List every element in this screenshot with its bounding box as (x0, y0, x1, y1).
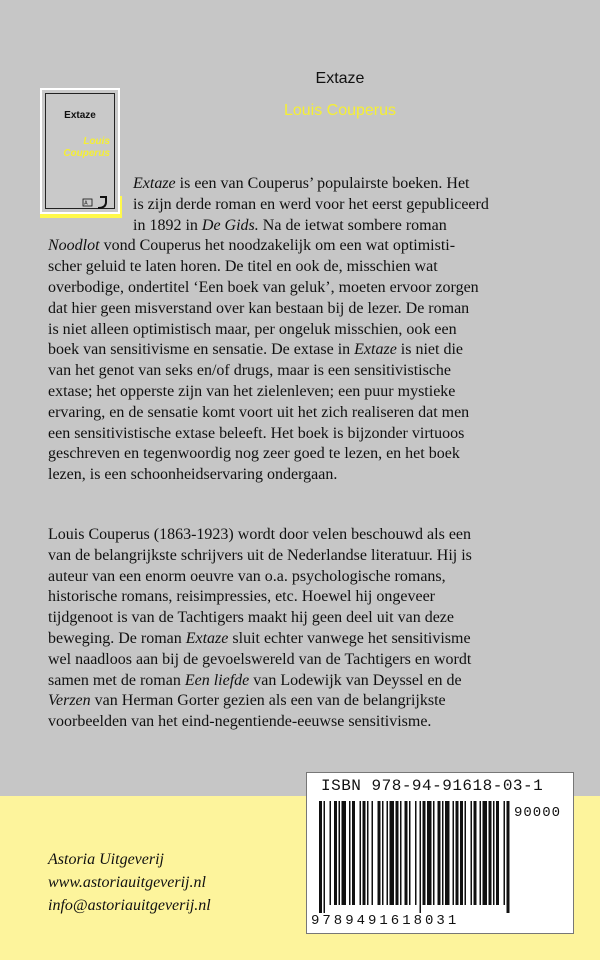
blurb-1-line (133, 195, 573, 216)
text-run: beweging. De roman (48, 629, 186, 647)
blurb-1-line (48, 236, 488, 257)
blurb-1-line (48, 361, 488, 382)
barcode-bar (433, 801, 435, 905)
blurb-1-line (48, 320, 488, 341)
barcode-bar (367, 801, 369, 905)
text-run: van Lodewijk van Deyssel en de (249, 671, 462, 689)
text-run: een sensitivistische extase beleeft. Het boek is bijzonder virtuoos (48, 424, 465, 442)
italic-title: Extaze (354, 341, 397, 359)
barcode-bar (493, 801, 495, 905)
text-run: is zijn derde roman en werd voor het eerst gepubliceerd (133, 195, 489, 213)
barcode-bar (360, 801, 362, 905)
text-run: in 1892 in (133, 216, 202, 234)
text-run: extase; het opperste zijn van het zielenleven; een puur mystieke (48, 382, 456, 400)
barcode-bar (471, 801, 473, 905)
text-run: voorbeelden van het eind-negentiende-eeuwse sensitivisme. (48, 713, 432, 731)
blurb-2-line (48, 691, 573, 712)
barcode-bar (474, 801, 477, 905)
text-run: auteur van een enorm oeuvre van o.a. psychologische romans, (48, 567, 446, 585)
barcode-bar (460, 801, 463, 905)
book-author: Louis Couperus (283, 102, 397, 119)
italic-title: Noodlot (48, 237, 100, 255)
blurb-1-line (48, 382, 488, 403)
blurb-1-line (48, 340, 488, 361)
barcode-bar (420, 801, 422, 913)
barcode-bar (489, 801, 492, 905)
barcode-digits: 9789491618031 (311, 913, 460, 929)
blurb-2-line (48, 587, 573, 608)
text-run: scher geluid te laten horen. De titel en ook de, misschien wat (48, 258, 438, 276)
italic-title: De Gids. (201, 216, 259, 234)
barcode-bar (504, 801, 506, 905)
blurb-1-line (48, 444, 488, 465)
barcode-bar (324, 801, 326, 913)
blurb-2-line (48, 608, 573, 629)
text-run: sluit echter vanwege het sensitivisme (228, 629, 471, 647)
text-run: tijdgenoot is van de Tachtigers maakt hij geen deel uit van deze (48, 609, 455, 627)
thumbnail-frame (45, 93, 115, 209)
astoria-logo-icon (82, 194, 116, 210)
thumbnail-author-line2: Couperus (63, 148, 110, 159)
barcode-bar (456, 801, 459, 905)
svg-text:A: A (84, 200, 88, 207)
barcode-bar (387, 801, 389, 905)
thumbnail-author-line1: Louis (83, 136, 110, 147)
text-run: dat hier geen misverstand over kan bestaan bij de lezer. De roman (48, 299, 470, 317)
text-run: wel naadloos aan bij de gevoelswereld van de Tachtigers en wordt (48, 650, 472, 668)
blurb-1-line (48, 257, 488, 278)
publisher-info (48, 848, 211, 917)
barcode-bar (334, 801, 337, 905)
barcode-bar (442, 801, 444, 905)
publisher-email: info@astoriauitgeverij.nl (48, 897, 211, 914)
barcode-bar (438, 801, 441, 905)
barcode-bar (342, 801, 347, 905)
barcode-bar (427, 801, 432, 905)
blurb-1-line (133, 174, 573, 195)
text-run: overbodige, ondertitel ‘Een boek van geluk’, moeten ervoor zorgen (48, 278, 479, 296)
text-run: ervaring, en de sensatie komt voort uit het zich realiseren dat men (48, 403, 470, 421)
blurb-2-line (48, 629, 573, 650)
text-run: is niet die (396, 341, 464, 359)
text-run: lezen, is een schoonheidservaring ondergaan. (48, 466, 338, 484)
barcode-bar (319, 801, 322, 913)
text-run: Na de ietwat sombere roman (258, 216, 447, 234)
barcode-bar (339, 801, 341, 905)
barcode-bar (382, 801, 384, 905)
isbn-label: ISBN 978-94-91618-03-1 (321, 777, 544, 795)
text-run: Louis Couperus (1863-1923) wordt door velen beschouwd als een (48, 526, 472, 543)
barcode-bar (480, 801, 482, 905)
blurb-1-line (48, 424, 488, 445)
blurb-1-line (133, 216, 573, 237)
blurb-1-full-width (48, 236, 488, 486)
barcode-bar (415, 801, 417, 905)
blurb-2-line (48, 671, 573, 692)
barcode-bar (465, 801, 467, 905)
italic-title: Een liefde (184, 671, 250, 689)
barcode-bar (496, 801, 499, 905)
text-run: vond Couperus het noodzakelijk om een wat optimisti- (99, 237, 456, 255)
thumbnail-title: Extaze (64, 110, 96, 121)
publisher-website: www.astoriauitgeverij.nl (48, 874, 206, 891)
publisher-name: Astoria Uitgeverij (48, 851, 164, 868)
text-run: van het genot van seks en/of drugs, maar is een sensitivistische (48, 362, 452, 380)
barcode-bar (330, 801, 332, 905)
blurb-paragraph-2 (48, 525, 573, 733)
thumbnail-author (63, 136, 110, 160)
text-run: van de belangrijkste schrijvers uit de Nederlandse literatuur. Hij is (48, 546, 472, 564)
barcode-bar (349, 801, 351, 905)
blurb-2-line (48, 546, 573, 567)
blurb-2-line (48, 567, 573, 588)
italic-title: Extaze (133, 175, 176, 192)
text-run: samen met de roman (48, 671, 185, 689)
blurb-2-line (48, 525, 573, 546)
book-title: Extaze (315, 70, 365, 87)
blurb-2-line (48, 712, 573, 733)
italic-title: Verzen (48, 692, 91, 710)
barcode-bar (507, 801, 510, 913)
barcode-bar (363, 801, 366, 905)
blurb-1-line (48, 299, 488, 320)
barcode-bar (453, 801, 455, 905)
isbn-barcode-box (306, 772, 574, 934)
blurb-1-line (48, 465, 488, 486)
price-code: 90000 (513, 805, 561, 821)
blurb-1-line (48, 403, 488, 424)
text-run: historische romans, reisimpressies, etc. Hoewel hij ongeveer (48, 588, 435, 606)
barcode-bar (378, 801, 381, 905)
barcode-bar (390, 801, 395, 905)
barcode-bar (445, 801, 450, 905)
barcode-bar (409, 801, 411, 905)
text-run: is niet alleen optimistisch maar, per ongeluk misschien, ook een (48, 320, 457, 338)
blurb-paragraph-1 (48, 174, 573, 486)
barcode-bar (423, 801, 426, 905)
text-run: van Herman Gorter gezien als een van de belangrijkste (90, 692, 446, 710)
barcode-bar (405, 801, 408, 905)
front-cover-thumbnail (40, 88, 120, 214)
text-run: boek van sensitivisme en sensatie. De extase in (48, 341, 355, 359)
barcode-bar (483, 801, 488, 905)
text-run: is een van Couperus’ populairste boeken. Het (175, 175, 470, 192)
text-run: geschreven en tegenwoordig nog zeer goed te lezen, en het boek (48, 445, 460, 463)
blurb-1-line (48, 278, 488, 299)
barcode-bar (372, 801, 374, 905)
barcode-bar (400, 801, 402, 905)
blurb-2-line (48, 650, 573, 671)
barcode-bar (396, 801, 399, 905)
italic-title: Extaze (185, 629, 229, 647)
barcode-bar (352, 801, 355, 905)
